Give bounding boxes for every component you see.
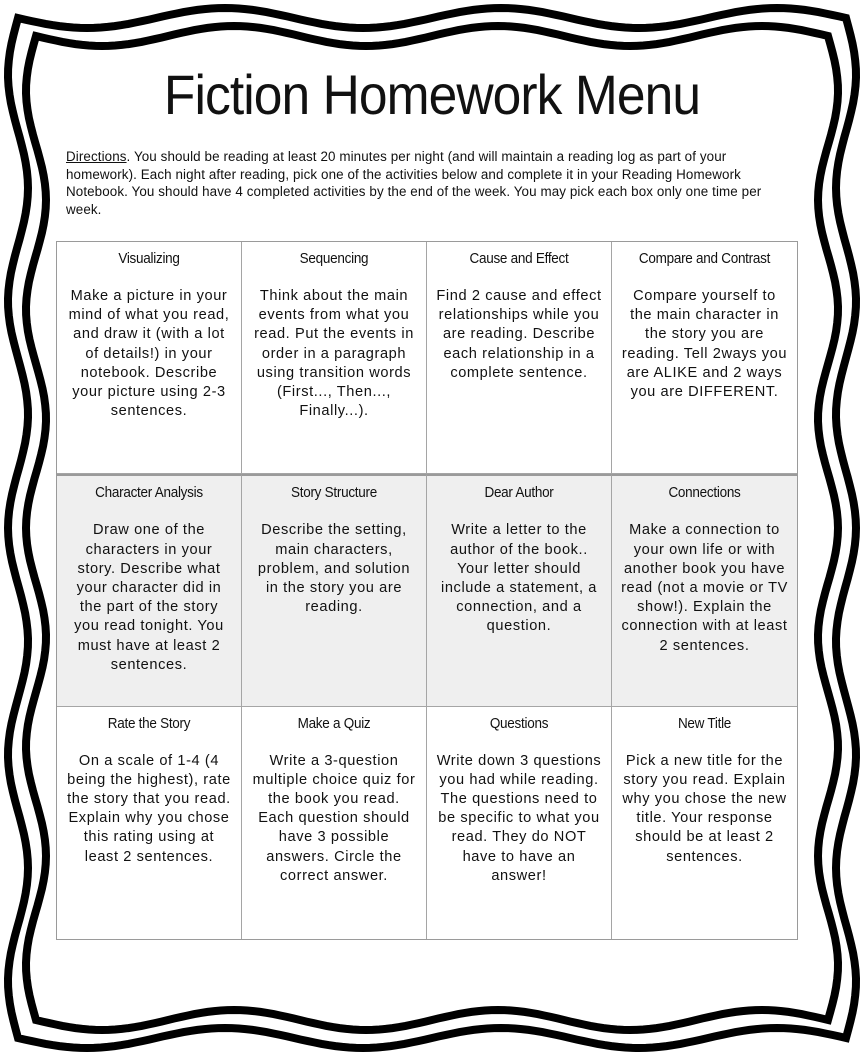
activity-description: Pick a new title for the story you read. Explain why you chose the new title. Your response should be at least 2 sentences. bbox=[622, 752, 787, 865]
activity-title: Cause and Effect bbox=[469, 250, 569, 267]
directions bbox=[66, 148, 796, 218]
activity-title: Make a Quiz bbox=[297, 714, 371, 732]
directions-text: . You should be reading at least 20 minutes per night (and will maintain a reading log as part of your homework). Each night after reading, pick one of the activities below and complete it in your Reading Homework Notebook. You should have 4 completed activities by the end of the week. You may pick each box only one time per week. bbox=[66, 149, 762, 217]
activity-cell bbox=[427, 242, 612, 474]
activity-title: New Title bbox=[677, 714, 732, 732]
activity-title: Questions bbox=[489, 714, 549, 732]
activity-cell bbox=[57, 474, 242, 706]
activity-menu-grid bbox=[56, 241, 798, 940]
activity-title: Sequencing bbox=[299, 250, 369, 267]
activity-description: Write a letter to the author of the book.. Your letter should include a statement, a connection, and a question. bbox=[441, 522, 597, 635]
activity-title: Dear Author bbox=[484, 484, 554, 502]
activity-description: Think about the main events from what you read. Put the events in order in a paragraph using transition words (First..., Then..., Finally...). bbox=[254, 288, 414, 420]
activity-description: Make a connection to your own life or with another book you have read (not a movie or TV show!). Explain the connection with at least 2 sentences. bbox=[621, 522, 788, 654]
activity-cell bbox=[242, 707, 427, 939]
activity-title: Visualizing bbox=[118, 250, 180, 267]
activity-description: Write down 3 questions you had while reading. The questions need to be specific to what you read. They do NOT have to have an answer! bbox=[436, 752, 602, 884]
activity-cell bbox=[242, 242, 427, 474]
activity-description: Draw one of the characters in your story. Describe what your character did in the part of the story you read tonight. You must have at least 2 sentences. bbox=[74, 522, 224, 673]
activity-title: Compare and Contrast bbox=[638, 250, 771, 267]
activity-description: Make a picture in your mind of what you read, and draw it (with a lot of details!) in your notebook. Describe your picture using 2-3 sentences. bbox=[68, 288, 230, 420]
activity-cell bbox=[57, 242, 242, 474]
activity-cell bbox=[427, 707, 612, 939]
page-title: Fiction Homework Menu bbox=[163, 63, 701, 126]
activity-title: Character Analysis bbox=[95, 484, 203, 502]
activity-title: Rate the Story bbox=[107, 714, 191, 732]
activity-description: Find 2 cause and effect relationships while you are reading. Describe each relationship in a complete sentence. bbox=[436, 288, 602, 381]
activity-cell bbox=[612, 242, 797, 474]
activity-title: Connections bbox=[668, 484, 741, 502]
activity-description: Write a 3-question multiple choice quiz for the book you read. Each question should have 3 possible answers. Circle the correct answer. bbox=[252, 752, 416, 884]
activity-cell bbox=[57, 707, 242, 939]
activity-cell bbox=[242, 474, 427, 706]
activity-description: On a scale of 1-4 (4 being the highest), rate the story that you read. Explain why you chose this rating using at least 2 sentences. bbox=[67, 752, 231, 865]
activity-description: Describe the setting, main characters, problem, and solution in the story you are reading. bbox=[257, 522, 411, 616]
activity-cell bbox=[427, 474, 612, 706]
activity-cell bbox=[612, 707, 797, 939]
activity-title: Story Structure bbox=[290, 484, 377, 502]
activity-description: Compare yourself to the main character in the story you are reading. Tell 2ways you are ALIKE and 2 ways you are DIFFERENT. bbox=[621, 288, 788, 401]
activity-cell bbox=[612, 474, 797, 706]
directions-label: Directions bbox=[66, 149, 127, 164]
